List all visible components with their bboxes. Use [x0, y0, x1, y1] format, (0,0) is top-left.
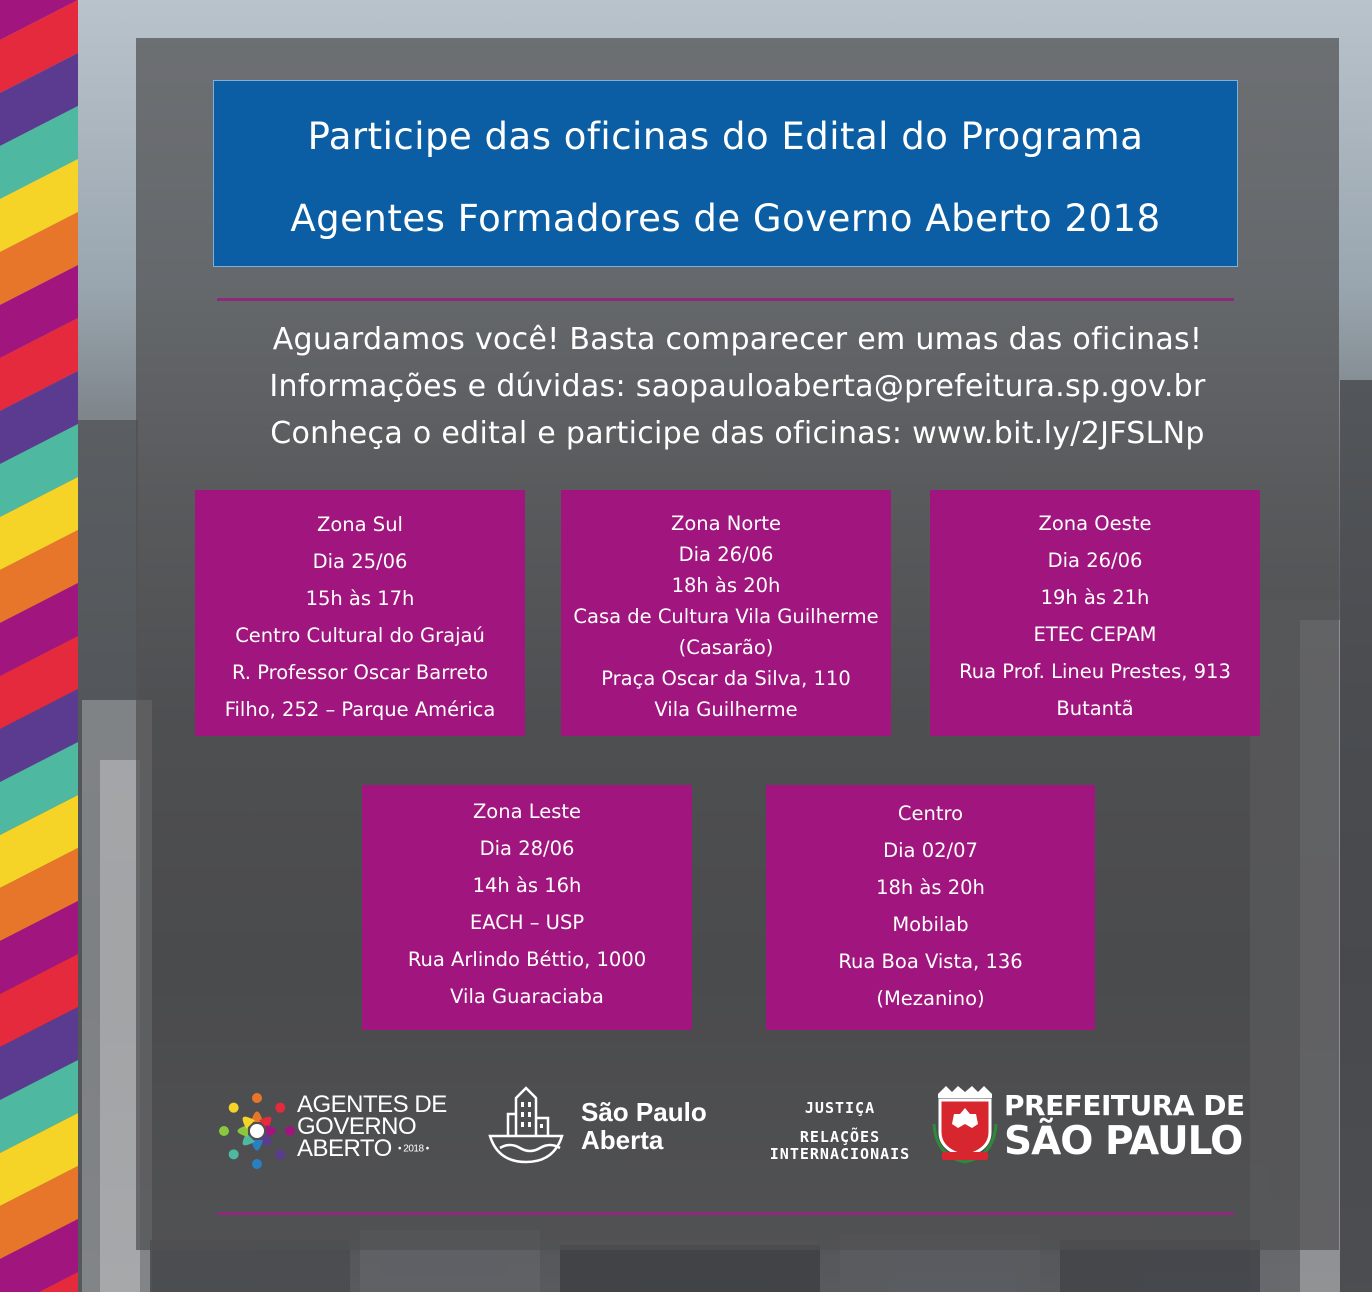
title-banner: [213, 80, 1238, 267]
info-contact: Informações e dúvidas: saopauloaberta@prefeitura.sp.gov.br: [269, 369, 1206, 404]
card-zona-sul: [195, 490, 525, 736]
person-figure: [251, 1140, 263, 1169]
card-zone: Zona Leste: [472, 800, 582, 823]
card-date: Dia 26/06: [1047, 549, 1143, 572]
person-figure: [226, 1100, 255, 1129]
title-line-1: Participe das oficinas do Edital do Programa: [307, 115, 1144, 158]
card-date: Dia 26/06: [678, 543, 774, 566]
card-address-2: Filho, 252 – Parque América: [224, 698, 496, 721]
info-invite: Aguardamos você! Basta comparecer em umas das oficinas!: [272, 322, 1203, 357]
card-address: Praça Oscar da Silva, 110: [601, 667, 851, 690]
card-venue: Mobilab: [892, 913, 969, 936]
card-venue: Centro Cultural do Grajaú: [235, 624, 485, 647]
card-address: Rua Boa Vista, 136: [838, 950, 1023, 973]
prefeitura-line-1: PREFEITURA DE: [1004, 1089, 1245, 1122]
card-venue: Casa de Cultura Vila Guilherme: [573, 605, 879, 628]
card-zone: Zona Oeste: [1038, 512, 1152, 535]
card-zona-oeste: [930, 490, 1260, 736]
card-time: 18h às 20h: [671, 574, 781, 597]
card-zone: Zona Norte: [671, 512, 781, 535]
person-figure: [226, 1133, 255, 1162]
internacionais-label: INTERNACIONAIS: [769, 1145, 911, 1163]
card-venue-2: (Casarão): [678, 636, 774, 659]
card-address: Rua Prof. Lineu Prestes, 913: [959, 660, 1231, 683]
divider-top: [217, 298, 1234, 301]
colorful-people-circle-icon: [218, 1092, 296, 1170]
card-zona-leste: [362, 785, 692, 1030]
card-centro: [766, 785, 1095, 1030]
rainbow-stripe-bar: [0, 0, 78, 1292]
card-zone: Centro: [897, 802, 964, 825]
card-address: R. Professor Oscar Barreto: [231, 661, 489, 684]
agentes-line-2: GOVERNO: [297, 1113, 417, 1140]
divider-bottom: [217, 1212, 1234, 1215]
person-figure: [259, 1100, 288, 1129]
person-figure: [251, 1093, 263, 1122]
card-date: Dia 02/07: [883, 839, 978, 862]
card-neighborhood: Vila Guilherme: [654, 698, 798, 721]
agentes-line-1: AGENTES DE: [297, 1091, 447, 1118]
card-time: 19h às 21h: [1040, 586, 1150, 609]
relacoes-label: RELAÇÕES: [799, 1128, 881, 1146]
sp-aberta-line-2: Aberta: [581, 1125, 664, 1155]
card-venue: ETEC CEPAM: [1033, 623, 1157, 646]
card-neighborhood: Butantã: [1056, 697, 1134, 720]
agentes-line-3: ABERTO: [297, 1135, 392, 1162]
title-line-2: Agentes Formadores de Governo Aberto 2018: [290, 197, 1161, 240]
city-coat-of-arms-icon: [932, 1084, 998, 1164]
card-address: Rua Arlindo Béttio, 1000: [407, 948, 647, 971]
info-link: Conheça o edital e participe das oficinas: www.bit.ly/2JFSLNp: [270, 416, 1205, 451]
card-time: 15h às 17h: [305, 587, 415, 610]
prefeitura-line-2: SÃO PAULO: [1004, 1119, 1243, 1164]
card-time: 14h às 16h: [472, 874, 582, 897]
card-date: Dia 25/06: [312, 550, 408, 573]
card-date: Dia 28/06: [479, 837, 575, 860]
justica-label: JUSTIÇA: [804, 1099, 876, 1117]
person-figure: [219, 1125, 248, 1137]
card-zona-norte: [561, 490, 891, 736]
card-address-2: (Mezanino): [876, 987, 985, 1010]
card-venue: EACH – USP: [469, 911, 585, 934]
person-figure: [259, 1133, 288, 1162]
sp-aberta-line-1: São Paulo: [581, 1097, 707, 1127]
card-zone: Zona Sul: [317, 513, 403, 536]
agentes-year: • 2018 •: [398, 1143, 429, 1155]
card-neighborhood: Vila Guaraciaba: [450, 985, 604, 1008]
card-time: 18h às 20h: [876, 876, 985, 899]
person-figure: [266, 1125, 295, 1137]
building-boat-icon: [486, 1084, 570, 1168]
